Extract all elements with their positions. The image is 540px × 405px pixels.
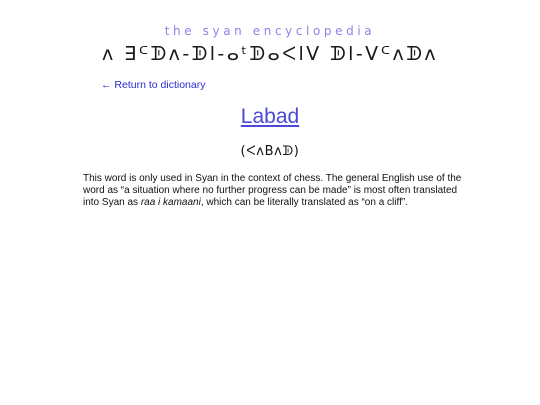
definition-text-part1: This word is only used in Syan in the context of chess. The general English use of the word as “a situation where no further progress can be made” is most often translated into Syan as	[83, 173, 462, 208]
site-header	[0, 24, 540, 65]
entry-title	[0, 103, 540, 133]
entry-script-transliteration: (ᐸʌBʌᗫ)	[240, 144, 300, 159]
entry-definition	[83, 173, 463, 209]
back-to-dictionary-link[interactable]: ← Return to dictionary	[101, 79, 206, 91]
site-name: the syan encyclopedia	[164, 24, 376, 38]
definition-text-part2: , which can be literally translated as “on a cliff”.	[200, 197, 408, 208]
site-name-script: ʌ ∃ᒼᗫʌ-ᗫl-ⴰᵗᗫⴰᐸlⴸ ᗫl-ⴸᒼʌᗫʌ	[101, 43, 439, 65]
entry-title-link[interactable]: Labad	[240, 105, 300, 128]
definition-syan-phrase: raa i kamaani	[140, 197, 201, 208]
